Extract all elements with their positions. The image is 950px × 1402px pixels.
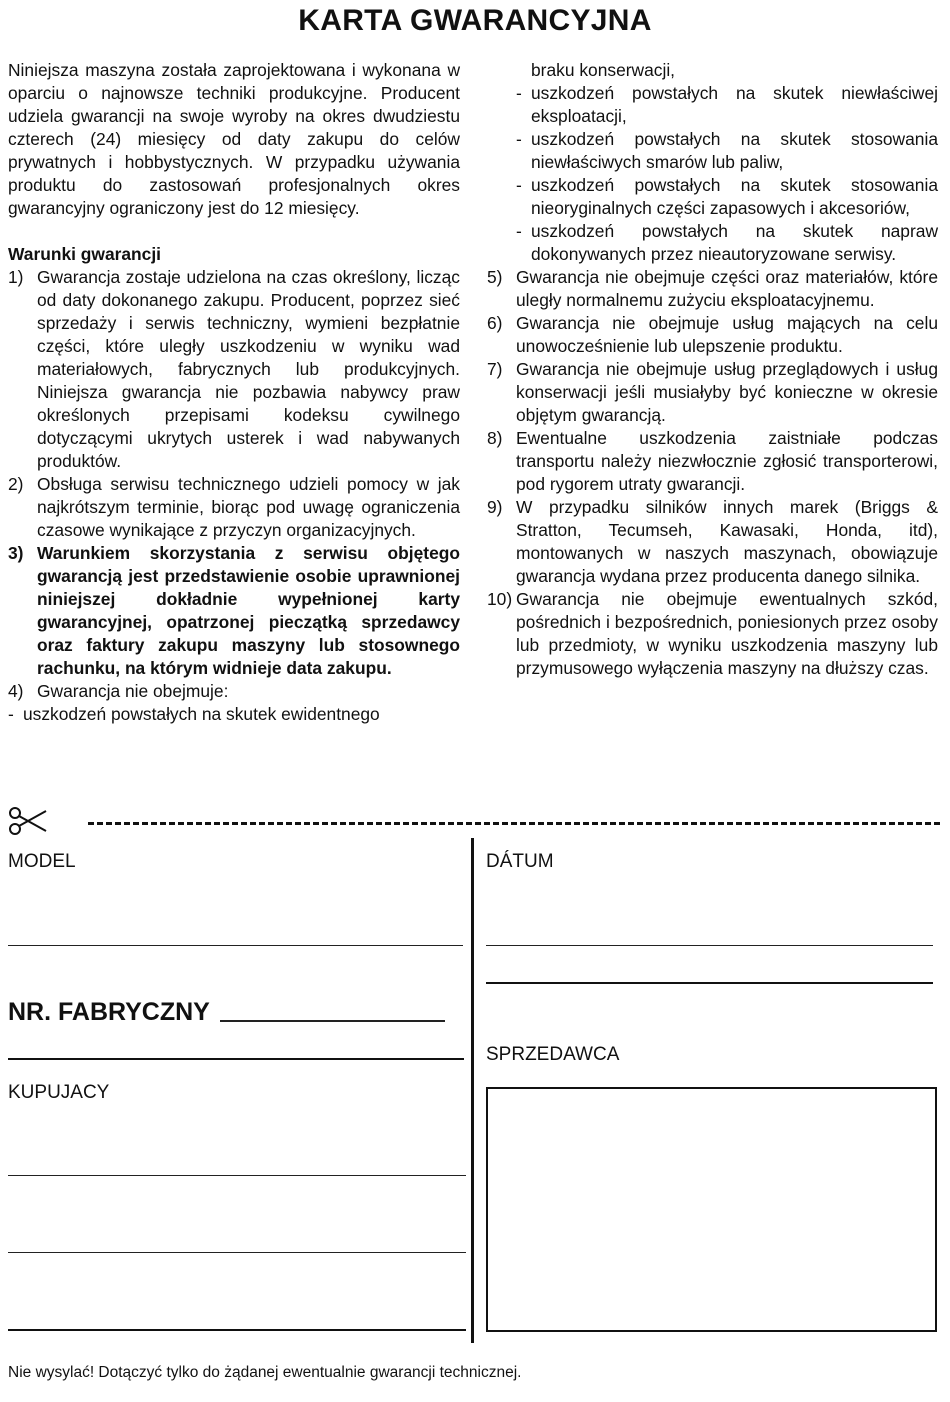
exclusion-text: braku konserwacji, <box>531 60 676 80</box>
exclusion-text: uszkodzeń powstałych na skutek stosowania nieoryginalnych części zapasowych i akcesoriów, <box>531 175 938 218</box>
cut-line <box>88 822 940 825</box>
exclusion-item <box>8 703 460 726</box>
exclusion-text: uszkodzeń powstałych na skutek stosowania niewłaściwych smarów lub paliw, <box>531 129 938 172</box>
item-text: Warunkiem skorzystania z serwisu objętego gwarancją jest przedstawienie osobie uprawnionej niniejszej dokładnie wypełnionej karty gwarancyjnej, opatrzonej pieczątką sprzedawcy oraz faktury zakupu maszyny lub stosownego rachunku, na którym widnieje data zakupu. <box>37 543 460 678</box>
list-item <box>487 358 938 427</box>
list-item <box>8 473 460 542</box>
exclusion-text: uszkodzeń powstałych na skutek ewidentnego <box>23 704 380 724</box>
serial-line-2[interactable] <box>8 1058 464 1060</box>
list-item <box>487 496 938 588</box>
page-title: KARTA GWARANCYJNA <box>298 4 652 37</box>
exclusion-item <box>516 220 938 266</box>
seller-label: SPRZEDAWCA <box>486 1044 620 1065</box>
right-column <box>487 59 938 680</box>
item-number: 1) <box>8 267 24 287</box>
buyer-label: KUPUJACY <box>8 1082 110 1103</box>
dash-marker: - <box>516 221 522 241</box>
list-item <box>8 680 460 703</box>
item-number: 5) <box>487 267 503 287</box>
item-text: Gwarancja nie obejmuje części oraz materiałów, które uległy normalnemu zużyciu eksploatacyjnemu. <box>516 267 938 310</box>
conditions-heading: Warunki gwarancji <box>8 244 162 264</box>
date-label: DÁTUM <box>486 851 554 872</box>
item-number: 2) <box>8 474 24 494</box>
exclusion-text: uszkodzeń powstałych na skutek napraw dokonywanych przez nieautoryzowane serwisy. <box>531 221 938 264</box>
list-item <box>487 588 938 680</box>
item-text: Ewentualne uszkodzenia zaistniałe podczas transportu należy niezwłocznie zgłosić transporterowi, pod rygorem utraty gwarancji. <box>516 428 938 494</box>
serial-line[interactable] <box>220 1020 445 1022</box>
left-column <box>8 59 460 726</box>
exclusion-text: uszkodzeń powstałych na skutek niewłaściwej eksploatacji, <box>531 83 938 126</box>
item-text: Gwarancja nie obejmuje: <box>37 681 229 701</box>
model-line[interactable] <box>8 945 463 946</box>
serial-label: NR. FABRYCZNY <box>8 998 210 1026</box>
dash-marker: - <box>8 704 14 724</box>
date-line[interactable] <box>486 945 933 946</box>
item-number: 6) <box>487 313 503 333</box>
item-text: Gwarancja zostaje udzielona na czas określony, licząc od daty dokonanego zakupu. Producent, poprzez sieć sprzedaży i serwis techniczny, wymieni bezpłatnie części, które uległy uszkodzeniu w wyniku wad materiałowych, fabrycznych lub produkcyjnych. Niniejsza gwarancja nie pozbawia nabywcy praw określonych przepisami kodeksu cywilnego dotyczącymi ukrytych usterek i wad nabywanych produktów. <box>37 267 460 471</box>
buyer-line-1[interactable] <box>8 1175 466 1176</box>
exclusion-item <box>516 128 938 174</box>
item-text: Gwarancja nie obejmuje usług mających na celu unowocześnienie lub ulepszenie produktu. <box>516 313 938 356</box>
date-line-2[interactable] <box>486 982 933 984</box>
intro-paragraph: Niniejsza maszyna została zaprojektowana i wykonana w oparciu o najnowsze techniki produkcyjne. Producent udziela gwarancji na swoje wyroby na okres dwudziestu czterech (24) miesięcy od daty zakupu do celów prywatnych i hobbystycznych. W przypadku używania produktu do zastosowań profesjonalnych okres gwarancyjny ograniczony jest do 12 miesięcy. <box>8 60 460 218</box>
dash-marker: - <box>516 83 522 103</box>
list-item <box>487 427 938 496</box>
item-number: 4) <box>8 681 24 701</box>
list-item-bold <box>8 542 460 680</box>
buyer-line-3[interactable] <box>8 1329 466 1331</box>
model-label: MODEL <box>8 851 76 872</box>
footer-note: Nie wysylać! Dotączyć tylko do żądanej ewentualnie gwarancji technicznej. <box>8 1364 522 1381</box>
seller-stamp-box[interactable] <box>486 1087 937 1332</box>
item-number: 9) <box>487 497 503 517</box>
item-text: Obsługa serwisu technicznego udzieli pomocy w jak najkrótszym terminie, biorąc pod uwagę ograniczenia czasowe wynikające z przyczyn organizacyjnych. <box>37 474 460 540</box>
item-number: 8) <box>487 428 503 448</box>
exclusion-item <box>516 174 938 220</box>
item-text: W przypadku silników innych marek (Briggs & Stratton, Tecumseh, Kawasaki, Honda, itd), montowanych w naszych maszynach, obowiązuje gwarancja wydana przez producenta danego silnika. <box>516 497 938 586</box>
buyer-line-2[interactable] <box>8 1252 466 1253</box>
dash-marker: - <box>516 175 522 195</box>
item-text: Gwarancja nie obejmuje ewentualnych szkód, pośrednich i bezpośrednich, poniesionych przez osoby lub przedmioty, w wyniku uszkodzenia maszyny lub przymusowego wyłączenia maszyny na dłuższy czas. <box>516 589 938 678</box>
exclusion-continuation <box>516 59 938 82</box>
item-number: 3) <box>8 543 24 563</box>
list-item <box>8 266 460 473</box>
scissors-icon <box>8 805 48 837</box>
form-divider <box>471 838 474 1343</box>
item-text: Gwarancja nie obejmuje usług przeglądowych i usług konserwacji jeśli musiałyby być konieczne w okresie objętym gwarancją. <box>516 359 938 425</box>
exclusion-list <box>487 59 938 266</box>
list-item <box>487 312 938 358</box>
exclusion-item <box>516 82 938 128</box>
list-item <box>487 266 938 312</box>
dash-marker: - <box>516 129 522 149</box>
item-number: 10) <box>487 589 513 609</box>
item-number: 7) <box>487 359 503 379</box>
